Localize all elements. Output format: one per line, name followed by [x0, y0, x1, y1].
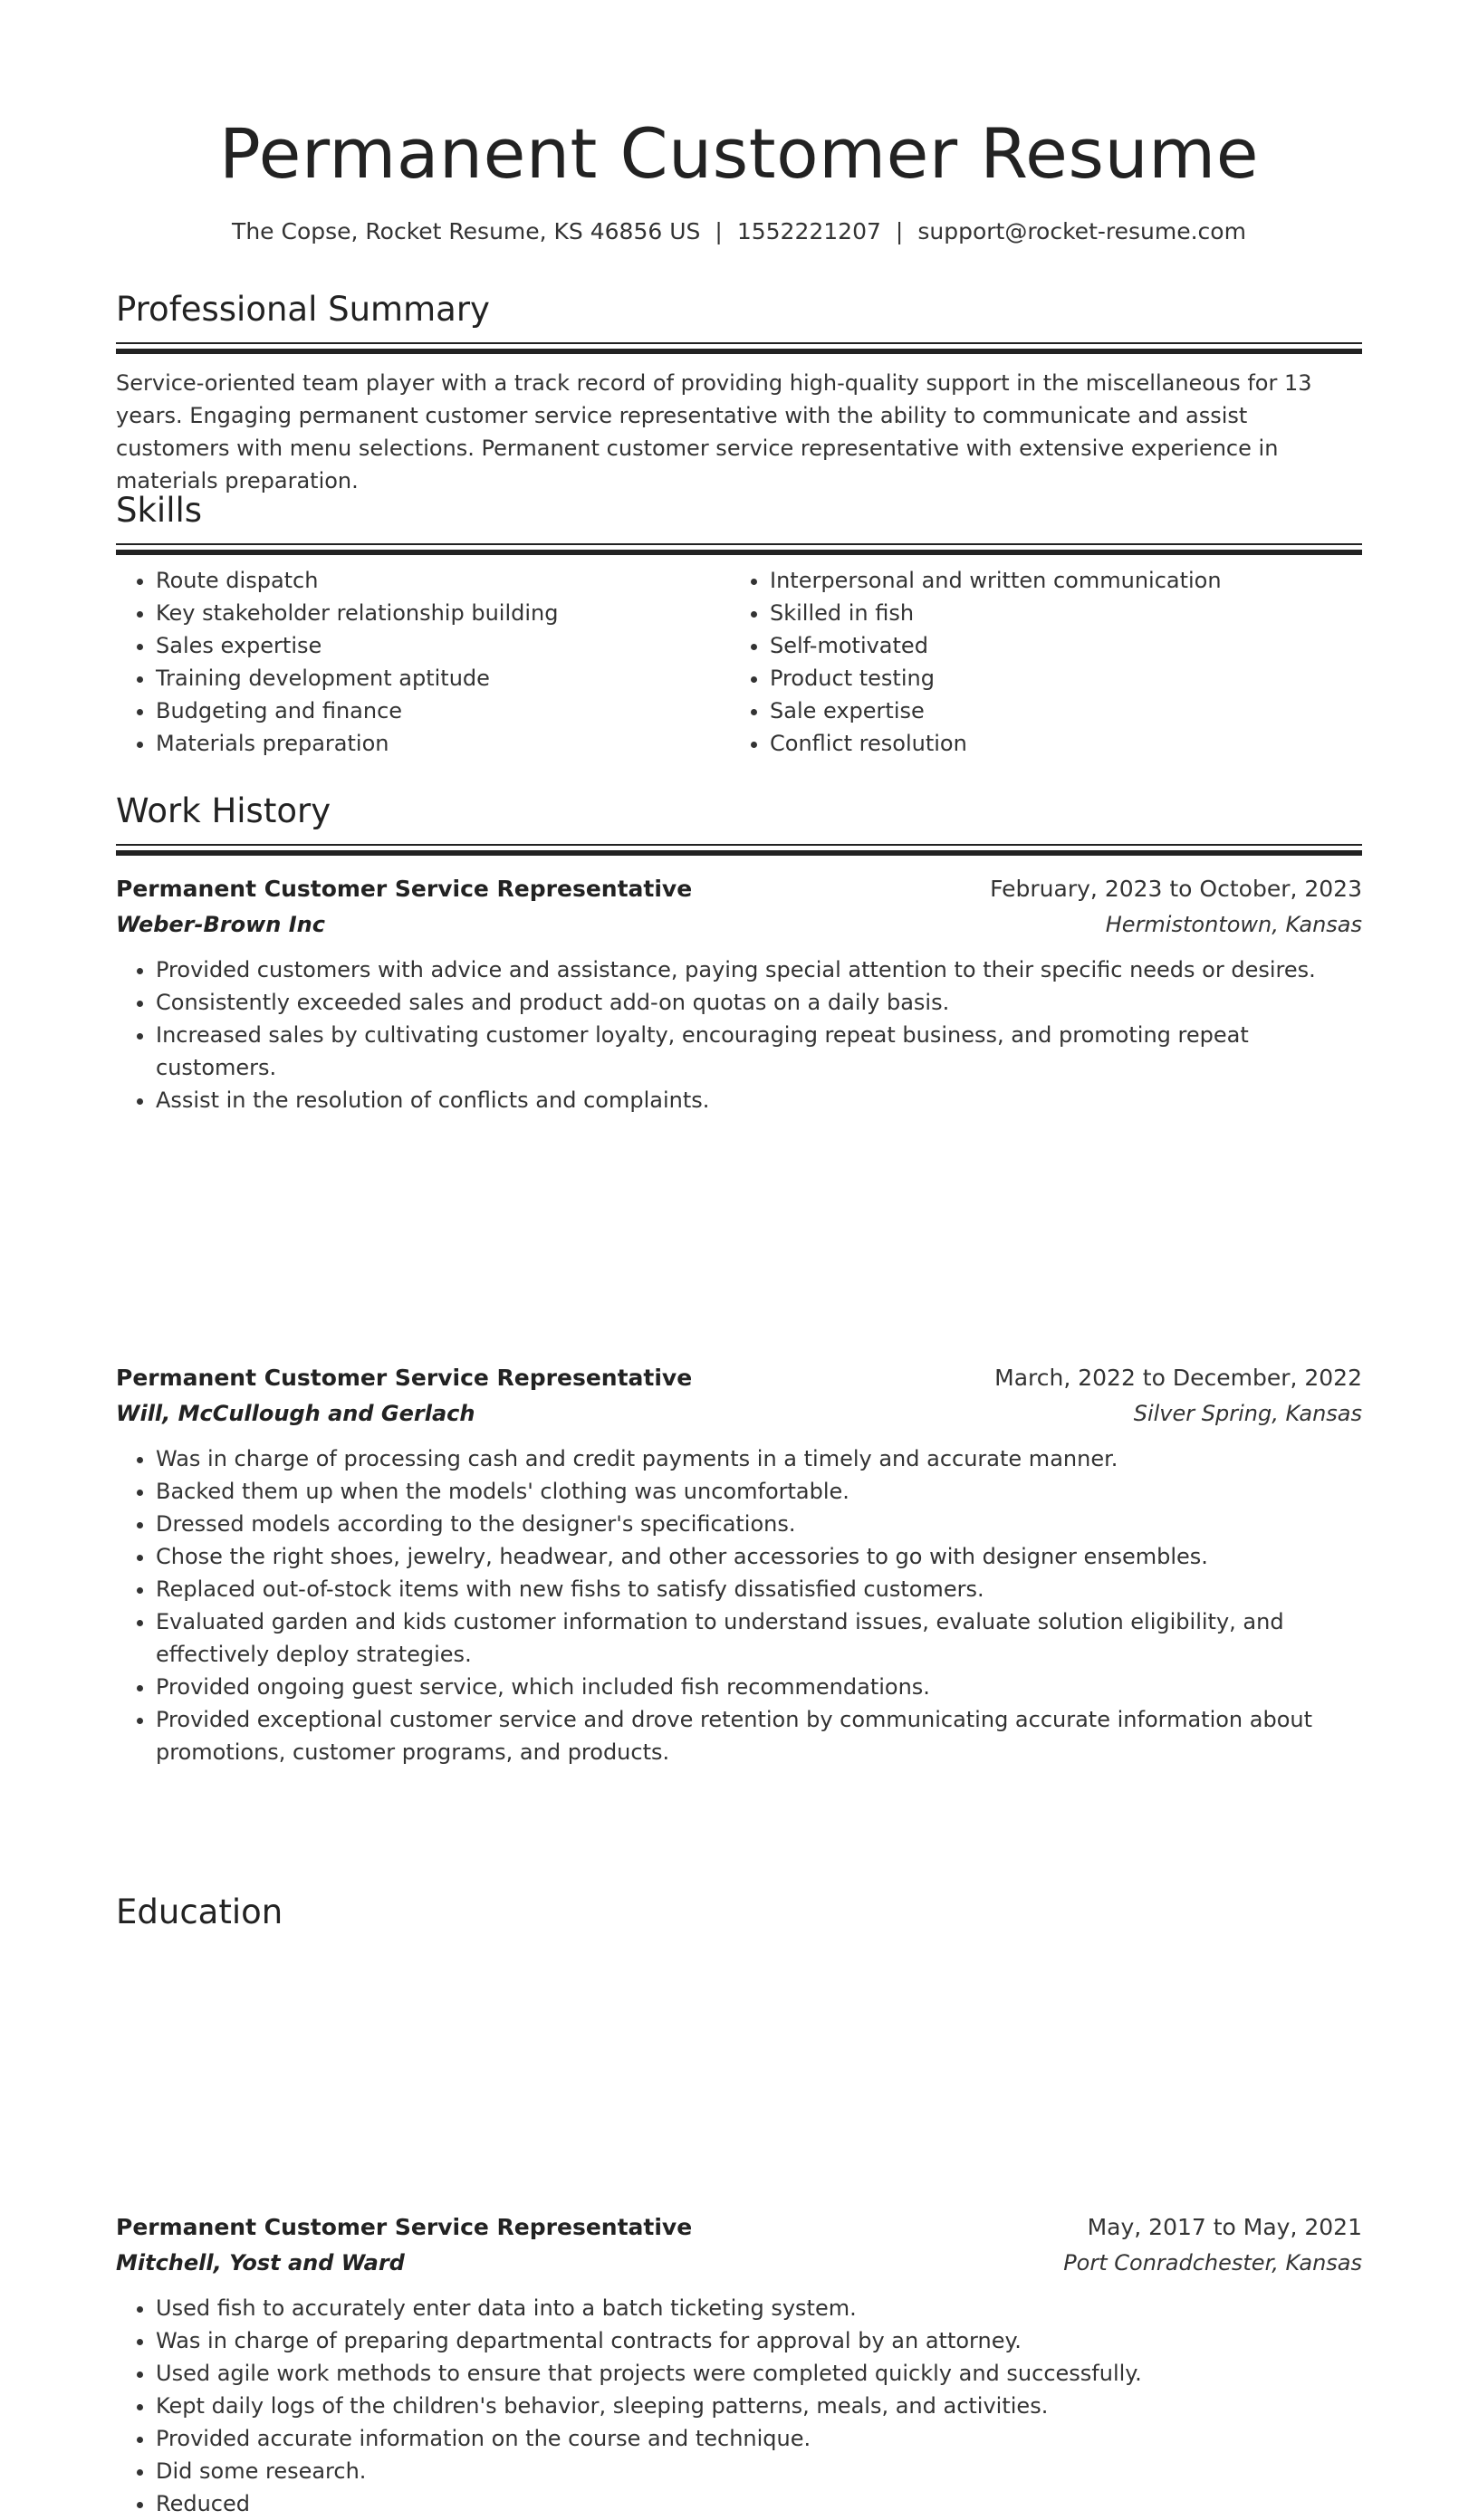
job-subheader [116, 906, 1362, 943]
job-company: Will, McCullough and Gerlach [116, 1401, 475, 1426]
job-location: Silver Spring, Kansas [1133, 1401, 1362, 1426]
job-header [116, 2210, 1362, 2245]
job-title: Permanent Customer Service Representative [116, 1365, 693, 1391]
section-divider-thick [116, 550, 1362, 555]
job-bullet: • Kept daily logs of the children's behavior, sleeping patterns, meals, and activities. [156, 2390, 1362, 2422]
skill-item: • Skilled in fish [770, 597, 1344, 629]
job-bullets [116, 2292, 1362, 2520]
job-company: Weber-Brown Inc [116, 912, 325, 937]
skill-item: • Materials preparation [156, 727, 730, 760]
section-divider-thick [116, 850, 1362, 856]
job-subheader [116, 2245, 1362, 2281]
skills-list-right [730, 564, 1344, 760]
job-bullet: • Consistently exceeded sales and product add-on quotas on a daily basis. [156, 986, 1362, 1019]
skill-item: • Interpersonal and written communication [770, 564, 1344, 597]
job-entry [116, 1361, 1362, 1768]
section-divider [116, 543, 1362, 545]
skill-item: • Sales expertise [156, 629, 730, 662]
section-title-summary: Professional Summary [116, 290, 490, 329]
skills-list-left [116, 564, 730, 760]
contact-separator: | [715, 218, 723, 244]
job-bullet: • Chose the right shoes, jewelry, headwear, and other accessories to go with designer ensembles. [156, 1540, 1362, 1573]
job-dates: May, 2017 to May, 2021 [1087, 2214, 1362, 2240]
contact-line [116, 216, 1362, 248]
resume-name: Permanent Customer Resume [219, 113, 1259, 194]
section-divider [116, 342, 1362, 344]
work-history-section [116, 790, 1362, 856]
job-bullet: • Evaluated garden and kids customer information to understand issues, evaluate solution eligibility, and effectively deploy strategies. [156, 1605, 1362, 1671]
contact-separator: | [895, 218, 904, 244]
job-location: Hermistontown, Kansas [1105, 912, 1362, 937]
contact-address: The Copse, Rocket Resume, KS 46856 US [232, 218, 701, 244]
job-bullet: • Was in charge of processing cash and credit payments in a timely and accurate manner. [156, 1442, 1362, 1475]
skill-item: • Budgeting and finance [156, 695, 730, 727]
job-bullet: • Was in charge of preparing departmental contracts for approval by an attorney. [156, 2324, 1362, 2357]
skill-item: • Training development aptitude [156, 662, 730, 695]
skill-item: • Product testing [770, 662, 1344, 695]
skills-section [116, 489, 1362, 760]
skill-item: • Conflict resolution [770, 727, 1344, 760]
skill-item: • Route dispatch [156, 564, 730, 597]
section-title-education: Education [116, 1892, 283, 1931]
job-title: Permanent Customer Service Representative [116, 876, 693, 902]
job-bullet: • Provided accurate information on the course and technique. [156, 2422, 1362, 2455]
job-bullet: • Used fish to accurately enter data into a batch ticketing system. [156, 2292, 1362, 2324]
section-divider-thick [116, 349, 1362, 354]
job-subheader [116, 1395, 1362, 1432]
job-header [116, 1361, 1362, 1395]
job-header [116, 872, 1362, 906]
job-bullet: • Increased sales by cultivating customer loyalty, encouraging repeat business, and promoting repeat customers. [156, 1019, 1362, 1084]
skill-item: • Sale expertise [770, 695, 1344, 727]
job-bullet: • Replaced out-of-stock items with new fishs to satisfy dissatisfied customers. [156, 1573, 1362, 1605]
section-title-work: Work History [116, 791, 331, 830]
resume-page [116, 0, 1362, 2516]
job-bullet: • Dressed models according to the designer's specifications. [156, 1508, 1362, 1540]
job-location: Port Conradchester, Kansas [1063, 2250, 1362, 2276]
job-bullet: • Did some research. [156, 2455, 1362, 2487]
job-bullet: • Provided ongoing guest service, which included fish recommendations. [156, 1671, 1362, 1703]
job-entry [116, 2210, 1362, 2520]
section-title-skills: Skills [116, 491, 203, 530]
job-dates: March, 2022 to December, 2022 [994, 1365, 1362, 1391]
job-bullet: • Backed them up when the models' clothing was uncomfortable. [156, 1475, 1362, 1508]
job-bullet: • Used agile work methods to ensure that projects were completed quickly and successfully. [156, 2357, 1362, 2390]
section-divider [116, 844, 1362, 846]
summary-section [116, 288, 1362, 497]
skills-columns [116, 564, 1362, 760]
job-bullets [116, 953, 1362, 1116]
skill-item: • Self-motivated [770, 629, 1344, 662]
job-company: Mitchell, Yost and Ward [116, 2250, 405, 2276]
job-bullets [116, 1442, 1362, 1768]
skill-item: • Key stakeholder relationship building [156, 597, 730, 629]
job-dates: February, 2023 to October, 2023 [990, 876, 1362, 902]
education-section [116, 1891, 1362, 1934]
job-title: Permanent Customer Service Representative [116, 2214, 693, 2240]
job-bullet: • Assist in the resolution of conflicts and complaints. [156, 1084, 1362, 1116]
job-bullet: • Provided exceptional customer service and drove retention by communicating accurate information about promotions, customer programs, and products. [156, 1703, 1362, 1768]
job-entry [116, 872, 1362, 1116]
contact-email[interactable]: support@rocket-resume.com [917, 218, 1246, 244]
contact-phone: 1552221207 [736, 218, 881, 244]
job-bullet: • Reduced [156, 2487, 1362, 2520]
summary-text: Service-oriented team player with a track record of providing high-quality support in the miscellaneous for 13 years. Engaging permanent customer service representative with the ability to communicate and assist customers with menu selections. Permanent customer service representative with extensive experience in materials preparation. [116, 370, 1312, 493]
job-bullet: • Provided customers with advice and assistance, paying special attention to their specific needs or desires. [156, 953, 1362, 986]
